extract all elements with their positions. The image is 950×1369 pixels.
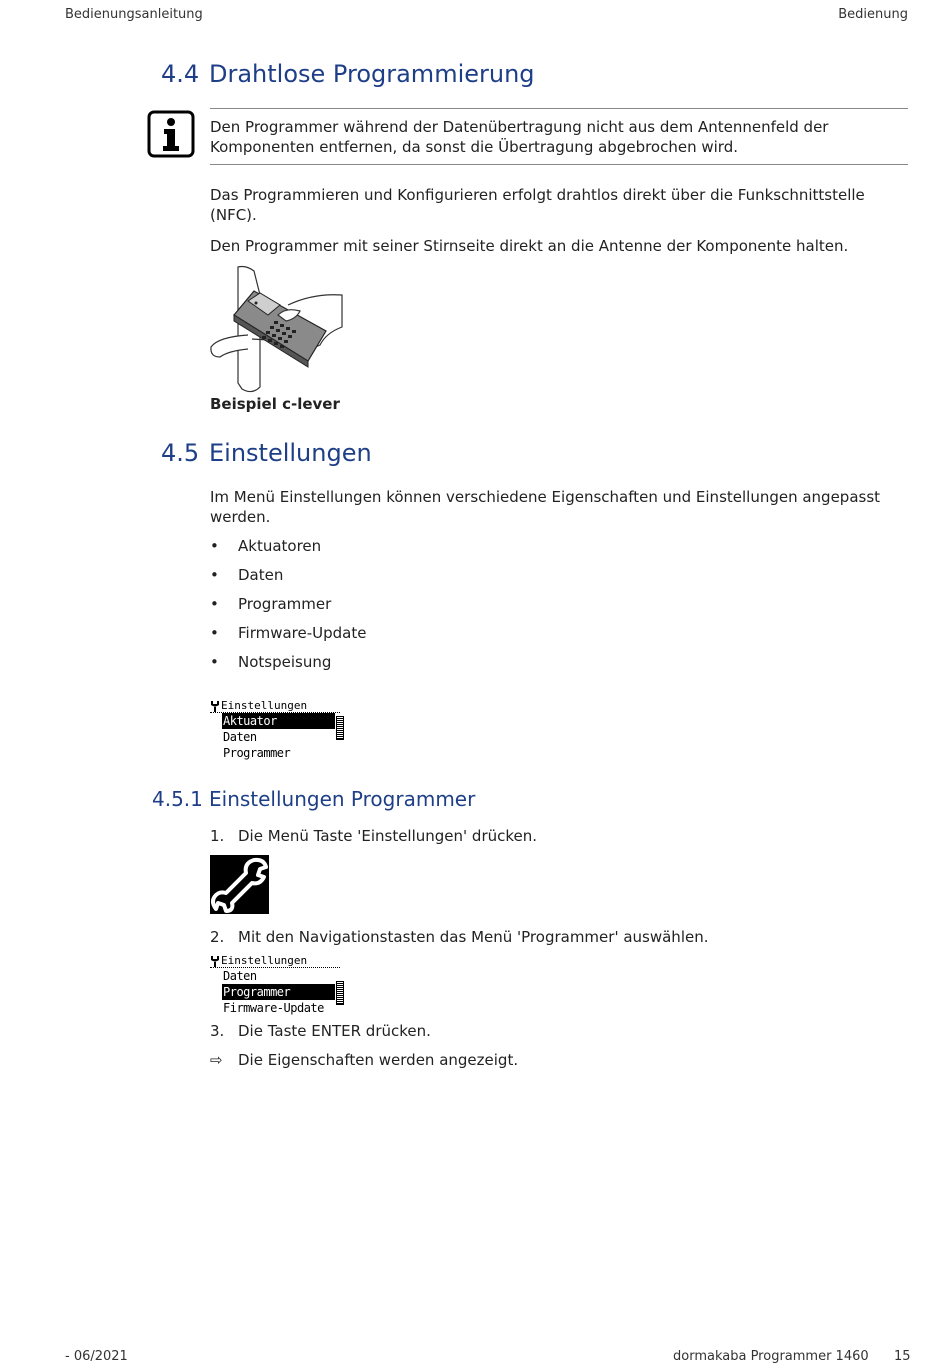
step-text: Mit den Navigationstasten das Menü 'Programmer' auswählen. [238,928,709,946]
step-number: 3. [210,1022,225,1040]
lcd-screen-programmer [210,954,344,1022]
wrench-icon [210,955,220,967]
list-item-label: Programmer [238,595,332,613]
paragraph-settings-intro: Im Menü Einstellungen können verschiedene Eigenschaften und Einstellungen angepasst werden. [210,488,881,526]
lcd-menu-item-selected: Aktuator [222,713,335,729]
section-title: Einstellungen Programmer [209,787,476,811]
note-line-2: Komponenten entfernen, da sonst die Übertragung abgebrochen wird. [210,138,738,156]
section-number: 4.5.1 [152,787,203,811]
step-text: Die Taste ENTER drücken. [238,1022,431,1040]
step-3 [210,1021,431,1041]
section-number: 4.4 [161,60,200,88]
list-item [210,565,283,585]
list-item [210,652,331,672]
list-item [210,594,331,614]
step-number: 1. [210,827,225,845]
section-heading-4-5-1 [152,787,475,811]
footer-product: dormakaba Programmer 1460 [673,1349,869,1364]
note-rule-top [210,108,908,109]
lcd-scrollbar [336,716,344,740]
result-arrow-icon: ⇨ [210,1051,223,1069]
list-item [210,623,366,643]
section-title: Drahtlose Programmierung [209,60,535,88]
lcd-menu-item-selected: Programmer [222,984,335,1000]
step-2 [210,927,709,947]
section-heading-4-4 [161,60,535,88]
bullet-symbol: • [210,595,219,613]
lcd-menu-item: Programmer [223,746,291,760]
lcd-menu-item: Firmware-Update [223,1001,324,1015]
list-item-label: Firmware-Update [238,624,367,642]
note-rule-bottom [210,164,908,165]
bullet-symbol: • [210,537,219,555]
lcd-menu-item: Daten [223,730,257,744]
bullet-symbol: • [210,566,219,584]
bullet-symbol: • [210,624,219,642]
header-right: Bedienung [838,7,908,22]
footer-page-number: 15 [894,1349,911,1364]
bullet-symbol: • [210,653,219,671]
settings-key-wrench-icon [210,855,269,914]
list-item [210,536,321,556]
step-result [210,1050,518,1070]
lcd-title-bar [210,699,340,713]
note-line-1: Den Programmer während der Datenübertragung nicht aus dem Antennenfeld der [210,118,829,136]
section-title: Einstellungen [209,439,372,467]
figure-caption: Beispiel c-lever [210,395,340,413]
info-icon [147,110,195,158]
note-text [210,117,900,157]
result-text: Die Eigenschaften werden angezeigt. [238,1051,519,1069]
header-left: Bedienungsanleitung [65,7,203,22]
section-number: 4.5 [161,439,200,467]
step-1 [210,826,537,846]
lcd-title: Einstellungen [221,699,308,712]
lcd-menu-item: Daten [223,969,257,983]
list-item-label: Notspeisung [238,653,332,671]
wrench-icon [210,700,220,712]
lcd-screen-settings [210,699,344,767]
lcd-title-bar [210,954,340,968]
step-number: 2. [210,928,225,946]
lcd-scrollbar [336,981,344,1005]
list-item-label: Aktuatoren [238,537,322,555]
list-item-label: Daten [238,566,284,584]
footer-date: - 06/2021 [65,1349,128,1364]
step-text: Die Menü Taste 'Einstellungen' drücken. [238,827,538,845]
section-heading-4-5 [161,439,372,467]
paragraph-hold: Den Programmer mit seiner Stirnseite direkt an die Antenne der Komponente halten. [210,237,849,255]
lcd-title: Einstellungen [221,954,308,967]
paragraph-nfc: Das Programmieren und Konfigurieren erfolgt drahtlos direkt über die Funkschnittstelle (NFC). [210,186,865,224]
c-lever-illustration [208,265,344,395]
